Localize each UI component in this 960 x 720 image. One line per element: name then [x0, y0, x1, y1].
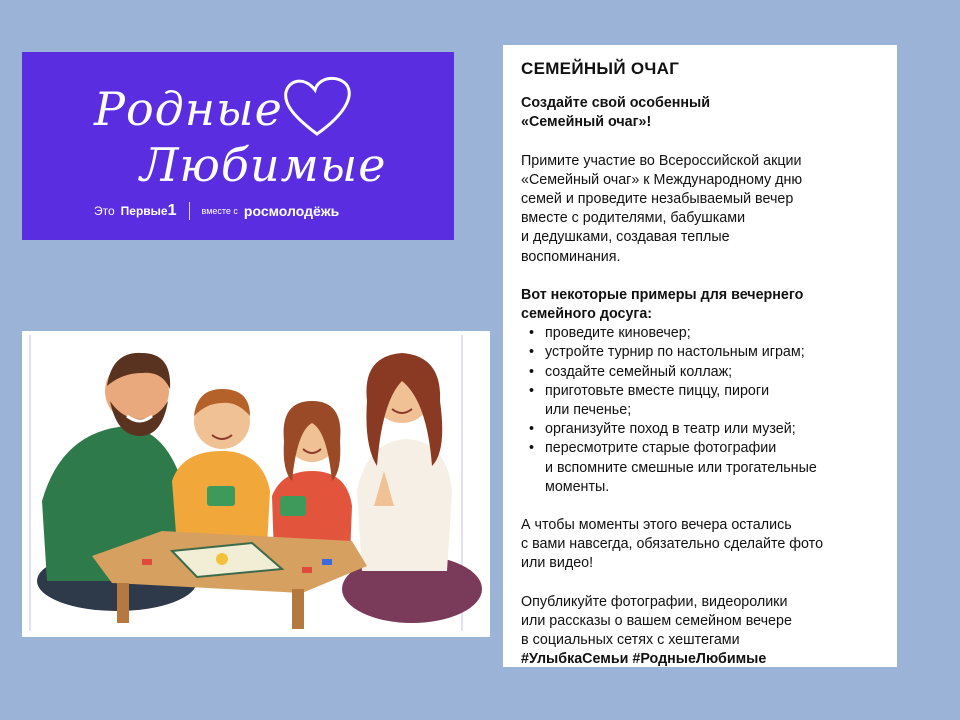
banner-title-line2: Любимые: [140, 138, 387, 192]
family-hearth-info-panel: [503, 45, 897, 667]
rosmolodezh-logo: росмолодёжь: [243, 203, 340, 219]
pervye-mark: 1: [167, 202, 177, 219]
family-board-game-icon: [22, 331, 490, 637]
rodnye-lyubimye-banner: [22, 52, 454, 240]
paragraph-publish: Опубликуйте фотографии, видеоролики или рассказы о вашем семейном вечере в социальных сетях с хештегами: [521, 593, 792, 649]
list-item: • организуйте поход в театр или музей;: [529, 420, 883, 439]
intro-text: Создайте свой особенный «Семейный очаг»!: [521, 95, 711, 131]
list-item: • устройте турнир по настольным играм;: [529, 343, 883, 362]
hashtags: #УлыбкаСемьи #РодныеЛюбимые: [521, 651, 767, 668]
paragraph-invite: Примите участие во Всероссийской акции «Семейный очаг» к Международному дню семей и проведите незабываемый вечер вместе с родителями, бабушками и дедушками, создавая теплые воспоминания.: [521, 152, 803, 265]
family-illustration: [22, 331, 490, 637]
banner-partners: [94, 202, 339, 220]
paragraph-photo: А чтобы моменты этого вечера остались с вами навсегда, обязательно сделайте фото или видео!: [521, 517, 824, 572]
list-item: • создайте семейный коллаж;: [529, 363, 883, 382]
panel-heading: СЕМЕЙНЫЙ ОЧАГ: [521, 59, 680, 78]
vmeste-label: вместе с: [201, 206, 238, 216]
list-item: • проведите киновечер;: [529, 324, 883, 343]
examples-list: [521, 324, 883, 497]
heart-icon: [280, 74, 354, 140]
partner-divider: [189, 202, 190, 220]
pervye-logo: Первые1: [120, 202, 177, 219]
eto-label: Это: [94, 204, 115, 218]
list-item: • приготовьте вместе пиццу, пироги или печенье;: [529, 382, 883, 420]
list-item: • пересмотрите старые фотографии и вспомните смешные или трогательные моменты.: [529, 439, 883, 497]
banner-title-line1: Родные: [94, 82, 283, 136]
examples-title: Вот некоторые примеры для вечернего семейного досуга:: [521, 286, 804, 323]
